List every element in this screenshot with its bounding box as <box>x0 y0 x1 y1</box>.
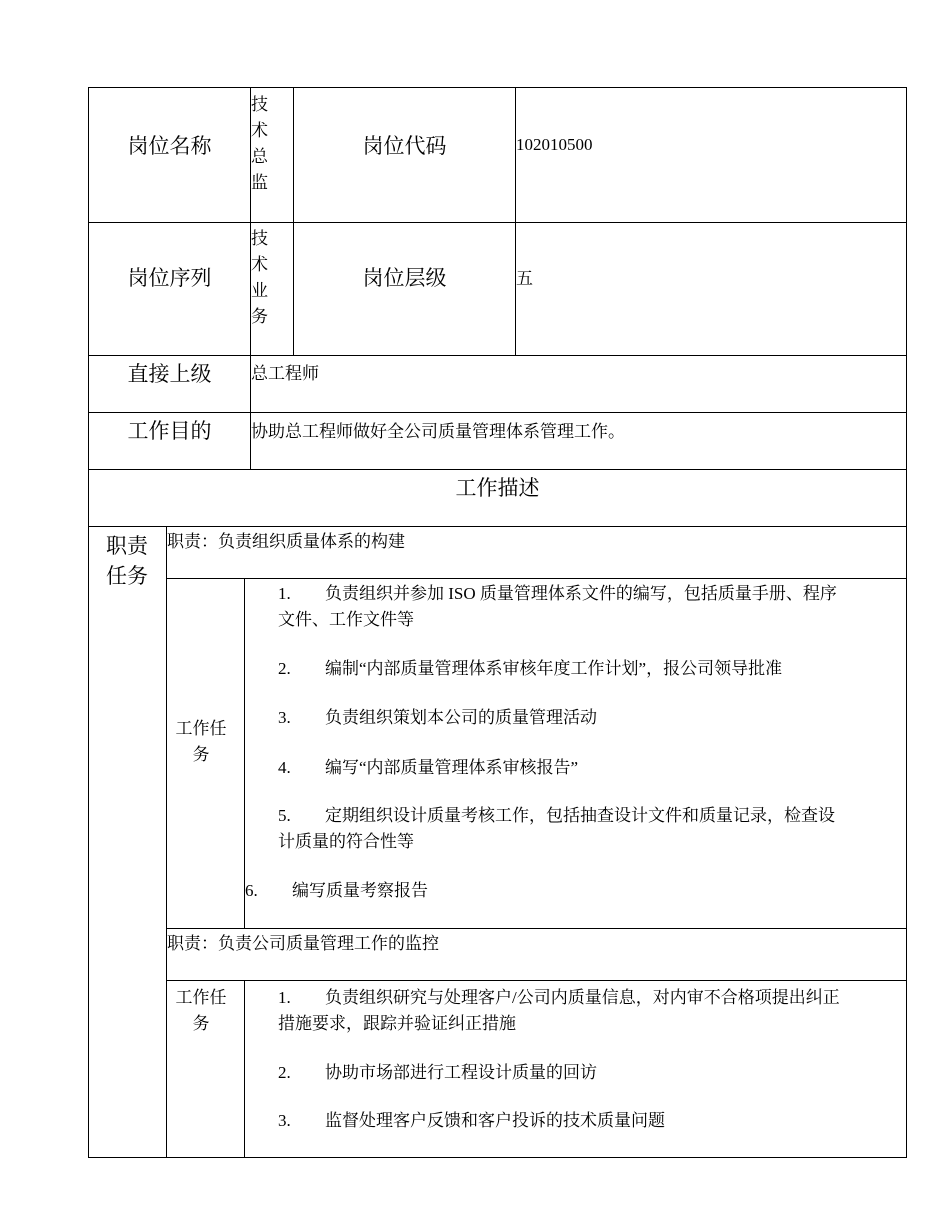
task-text: 协助市场部进行工程设计质量的回访 <box>325 1063 597 1082</box>
task-text: 定期组织设计质量考核工作，包括抽查设计文件和质量记录，检查设 <box>325 806 835 825</box>
task-text-continued: 文件、工作文件等 <box>278 610 414 629</box>
row-divider <box>88 222 907 223</box>
table-border-bottom <box>88 1157 907 1158</box>
duty-divider <box>166 578 907 579</box>
work-description-title: 工作描述 <box>455 476 540 500</box>
post-name-value: 技术总监 <box>251 95 268 192</box>
post-level-label: 岗位层级 <box>362 266 447 290</box>
task-text: 编写质量考察报告 <box>292 881 428 900</box>
task-number: 1. <box>278 584 291 603</box>
task-item <box>278 1108 890 1134</box>
task-text: 编制“内部质量管理体系审核年度工作计划”，报公司领导批准 <box>325 659 783 678</box>
task-item <box>278 803 890 855</box>
post-series-value: 技术业务 <box>251 229 268 326</box>
task-text: 编写“内部质量管理体系审核报告” <box>325 758 579 777</box>
task-item <box>278 581 890 633</box>
duty-title: 职责：负责公司质量管理工作的监控 <box>167 934 439 953</box>
purpose-value: 协助总工程师做好全公司质量管理体系管理工作。 <box>251 422 625 441</box>
task-text: 监督处理客户反馈和客户投诉的技术质量问题 <box>325 1111 665 1130</box>
col-divider <box>244 980 245 1158</box>
task-number: 5. <box>278 806 291 825</box>
purpose-label: 工作目的 <box>127 419 212 443</box>
task-item <box>278 985 890 1037</box>
post-series-label: 岗位序列 <box>127 266 212 290</box>
post-name-label: 岗位名称 <box>127 134 212 158</box>
task-number: 2. <box>278 1063 291 1082</box>
row-divider <box>88 412 907 413</box>
task-text: 负责组织策划本公司的质量管理活动 <box>325 708 597 727</box>
task-number: 3. <box>278 708 291 727</box>
task-text: 负责组织并参加 ISO 质量管理体系文件的编写，包括质量手册、程序 <box>325 584 837 603</box>
col-divider <box>515 87 516 356</box>
post-code-label: 岗位代码 <box>362 134 447 158</box>
duty-title: 职责：负责组织质量体系的构建 <box>167 532 405 551</box>
row-divider <box>88 526 907 527</box>
task-text-continued: 措施要求，跟踪并验证纠正措施 <box>278 1014 516 1033</box>
task-number: 3. <box>278 1111 291 1130</box>
task-text: 负责组织研究与处理客户/公司内质量信息，对内审不合格项提出纠正 <box>325 988 840 1007</box>
work-task-label: 工作任务 <box>175 719 227 764</box>
row-divider <box>88 355 907 356</box>
post-code-value: 102010500 <box>516 135 593 154</box>
task-item <box>278 705 890 731</box>
task-number: 4. <box>278 758 291 777</box>
task-item <box>278 656 890 682</box>
post-level-value: 五 <box>516 269 533 288</box>
table-border-left <box>88 87 89 1158</box>
row-divider <box>88 469 907 470</box>
superior-label: 直接上级 <box>127 362 212 386</box>
task-number: 6. <box>245 881 258 900</box>
task-item <box>245 878 885 904</box>
work-task-label: 工作任务 <box>175 988 227 1033</box>
table-border-top <box>88 87 907 88</box>
table-border-right <box>906 87 907 1158</box>
duty-divider <box>166 980 907 981</box>
task-number: 2. <box>278 659 291 678</box>
superior-value: 总工程师 <box>251 364 319 383</box>
col-divider <box>166 526 167 1158</box>
duty-divider <box>166 928 907 929</box>
task-number: 1. <box>278 988 291 1007</box>
task-item <box>278 1060 890 1086</box>
task-item <box>278 755 890 781</box>
col-divider <box>293 87 294 356</box>
task-text-continued: 计质量的符合性等 <box>278 832 414 851</box>
duty-task-label: 职责任务 <box>106 534 148 588</box>
col-divider <box>244 578 245 929</box>
